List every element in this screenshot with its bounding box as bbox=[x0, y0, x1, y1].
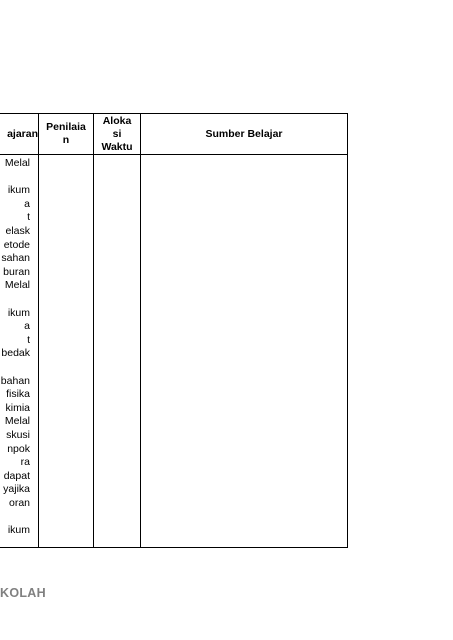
header-assessment-line-1: Penilaia bbox=[46, 121, 86, 133]
activity-text-line: Melal bbox=[4, 279, 30, 292]
learning-activity-text bbox=[0, 155, 38, 547]
header-time-allocation bbox=[94, 114, 141, 155]
learning-plan-table bbox=[0, 113, 348, 548]
activity-text-line: bahan bbox=[0, 374, 30, 387]
header-assessment-line-2: n bbox=[62, 134, 70, 146]
activity-text-line: oran bbox=[8, 497, 30, 509]
header-assessment bbox=[39, 114, 94, 155]
activity-text-line: elask bbox=[5, 225, 30, 237]
assessment-cell bbox=[39, 155, 94, 548]
learning-sources-cell bbox=[141, 155, 348, 548]
time-allocation-cell bbox=[94, 155, 141, 548]
activity-text-line: t bbox=[27, 333, 30, 346]
activity-text-line: Melal bbox=[4, 415, 30, 428]
activity-text-line: npok bbox=[7, 442, 30, 455]
activity-text-line: a bbox=[24, 320, 30, 333]
activity-text-line: ikum bbox=[7, 184, 30, 197]
activity-text-line: a bbox=[24, 197, 30, 210]
header-time-line-2: si bbox=[112, 127, 122, 140]
activity-text-line: t bbox=[27, 211, 30, 224]
header-time-line-3: Waktu bbox=[101, 140, 133, 153]
activity-text-line: kimia bbox=[5, 401, 30, 414]
activity-text-line: Melal bbox=[4, 157, 30, 169]
activity-text-line: yajika bbox=[3, 483, 30, 496]
activity-text-line: etode bbox=[3, 238, 30, 251]
learning-activity-cell bbox=[0, 155, 39, 548]
header-learning-sources: Sumber Belajar bbox=[141, 114, 348, 155]
header-learning-activity: ajaran bbox=[0, 114, 39, 155]
activity-text-line: buran bbox=[3, 265, 30, 278]
activity-text-line: ikum bbox=[7, 524, 30, 537]
activity-text-line: ra bbox=[20, 456, 30, 469]
table-body-row bbox=[0, 155, 348, 548]
activity-text-line: fisika bbox=[6, 388, 30, 401]
header-time-line-1: Aloka bbox=[102, 114, 132, 127]
activity-text-line: skusi bbox=[6, 429, 30, 441]
table-header-row bbox=[0, 114, 348, 155]
activity-text-line: sahan bbox=[1, 252, 30, 265]
footer-school-text: KOLAH bbox=[0, 586, 46, 600]
activity-text-line: dapat bbox=[3, 469, 30, 482]
activity-text-line: ikum bbox=[7, 306, 30, 319]
activity-text-line: bedak bbox=[1, 347, 30, 360]
